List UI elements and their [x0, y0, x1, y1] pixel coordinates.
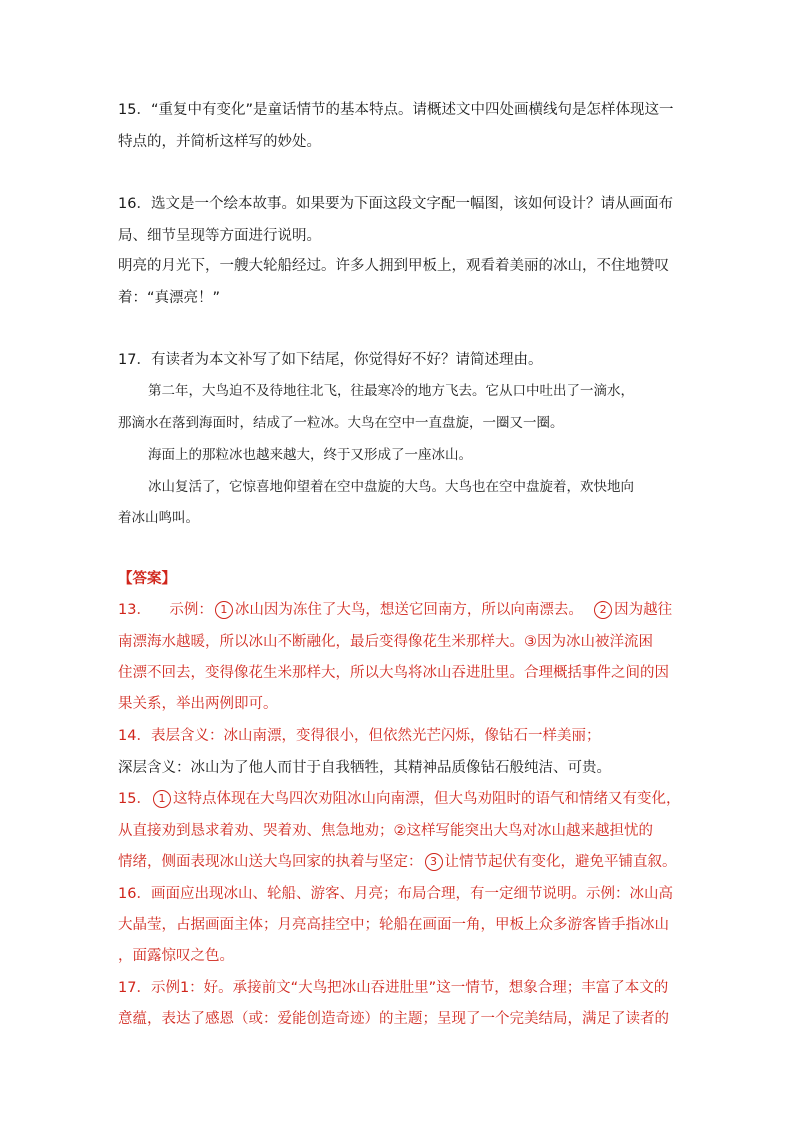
answer-16-line-3: ，面露惊叹之色。 [118, 948, 234, 964]
answer-13-line-3: 住漂不回去，变得像花生米那样大，所以大鸟将冰山吞进肚里。合理概括事件之间的因 [118, 665, 669, 681]
answer-15-line-2: 从直接劝到恳求着劝、哭着劝、焦急地劝；②这样写能突出大鸟对冰山越来越担忧的 [118, 823, 653, 839]
quoted-ending-line-3: 海面上的那粒冰也越来越大，终于又形成了一座冰山。 [148, 447, 472, 463]
answer-14-line-1: 14．表层含义：冰山南漂，变得很小，但依然光芒闪烁，像钻石一样美丽； [118, 728, 601, 744]
answer-13-line-4: 果关系，举出两例即可。 [118, 696, 278, 712]
question-16-line-2: 局、细节呈现等方面进行说明。 [118, 228, 321, 244]
answer-13-line-2: 南漂海水越暖，所以冰山不断融化，最后变得像花生米那样大。③因为冰山被洋流困 [118, 634, 653, 650]
answer-heading: 【答案】 [118, 571, 176, 587]
answer-15-number: 15． [118, 791, 151, 807]
answer-16-line-1: 16．画面应出现冰山、轮船、游客、月亮；布局合理，有一定细节说明。示例：冰山高 [118, 886, 673, 902]
answer-13-example-label: 示例： [169, 602, 213, 618]
answer-13-number: 13． [118, 602, 151, 618]
circled-number-1: 1 [215, 601, 233, 619]
answer-15-line-3-start: 情绪，侧面表现冰山送大鸟回家的执着与坚定： [118, 854, 423, 870]
answer-13-point-1: 冰山因为冻住了大鸟，想送它回南方，所以向南漂去。 [234, 602, 583, 618]
answer-17-line-2: 意蕴，表达了感恩（或：爱能创造奇迹）的主题；呈现了一个完美结局，满足了读者的 [118, 1011, 669, 1027]
quoted-ending-line-2: 那滴水在落到海面时，结成了一粒冰。大鸟在空中一直盘旋，一圈又一圈。 [118, 415, 564, 431]
question-16-passage-line-2: 着：“真漂亮！” [118, 290, 221, 306]
circled-number-3: 3 [425, 853, 443, 871]
question-16-passage-line-1: 明亮的月光下，一艘大轮船经过。许多人拥到甲板上，观看着美丽的冰山，不住地赞叹 [118, 258, 669, 274]
answer-15-point-3: 让情节起伏有变化，避免平铺直叙。 [444, 854, 677, 870]
circled-number-2: 2 [594, 601, 612, 619]
answer-13-point-2-start: 因为越往 [614, 602, 673, 618]
question-17-line-1: 17．有读者为本文补写了如下结尾，你觉得好不好？请简述理由。 [118, 352, 543, 368]
question-15-line-1: 15．“重复中有变化”是童话情节的基本特点。请概述文中四处画横线句是怎样体现这一 [118, 102, 674, 118]
quoted-ending-line-5: 着冰山鸣叫。 [118, 510, 199, 526]
answer-17-line-1: 17．示例1：好。承接前文“大鸟把冰山吞进肚里”这一情节，想象合理；丰富了本文的 [118, 980, 669, 996]
question-16-line-1: 16．选文是一个绘本故事。如果要为下面这段文字配一幅图，该如何设计？请从画面布 [118, 196, 673, 212]
answer-15-line-1 [118, 789, 680, 809]
question-15-line-2: 特点的，并简析这样写的妙处。 [118, 134, 321, 150]
answer-13-line-1 [118, 600, 672, 620]
answer-14-line-2: 深层含义：冰山为了他人而甘于自我牺牲，其精神品质像钻石般纯洁、可贵。 [118, 760, 611, 776]
circled-number-1: 1 [153, 790, 171, 808]
quoted-ending-line-1: 第二年，大鸟迫不及待地往北飞，往最寒冷的地方飞去。它从口中吐出了一滴水， [148, 383, 634, 399]
answer-16-line-2: 大晶莹，占据画面主体；月亮高挂空中；轮船在画面一角，甲板上众多游客皆手指冰山 [118, 917, 669, 933]
answer-15-line-3 [118, 852, 677, 872]
quoted-ending-line-4: 冰山复活了，它惊喜地仰望着在空中盘旋的大鸟。大鸟也在空中盘旋着，欢快地向 [148, 479, 634, 495]
answer-15-point-1: 这特点体现在大鸟四次劝阻冰山向南漂，但大鸟劝阻时的语气和情绪又有变化， [172, 791, 681, 807]
